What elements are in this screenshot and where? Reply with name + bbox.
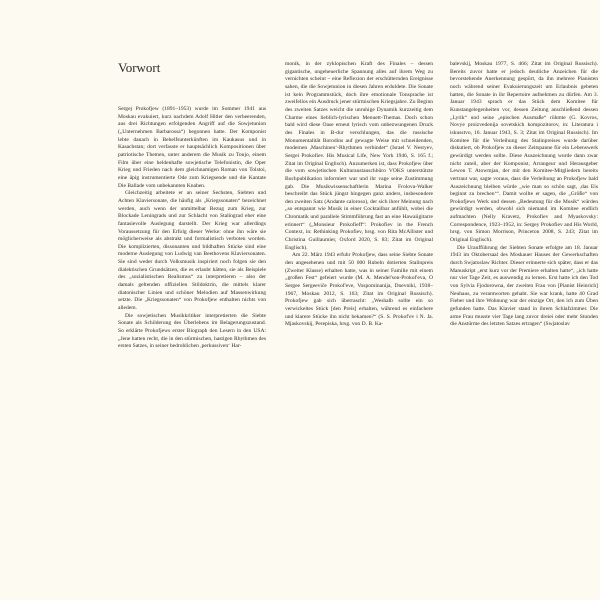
page-title: Vorwort: [118, 60, 161, 75]
paragraph: balevskij, Moskau 1977, S. 466; Zitat im Original Russisch). Bereits zuvor hatte er jedoch deutliche Anzeichen für die bevorstehende Anerkennung gespürt, da ihn mehrere Pianisten noch während seiner Evakuierungszeit um Erlaubnis gebeten hatten, die Sonate in ihr Repertoire aufnehmen zu dürfen. Am 3. Januar 1943 sprach er das Stück dem Komitee für Kunstangelegenheiten vor, dessen Zeitung anschließend dessen „Lyrik“ und seine „epischen Ausmaße“ rühmte (G. Kovros, Novye proizvedenija sovetskich kompozitorov, in: Literatura i iskusstvo, 16. Januar 1943, S. 3; Zitat im Original Russisch). Im Komitee für die Verleihung des Stalinpreises wurde darüber diskutiert, ob Prokofjew zu dieser Zeitspanne für ein Lebenswerk gewürdigt werden sollte. Diese Auszeichnung wurde dann zwar nicht zuteil, aber der Komponist, Arrangeur und Herausgeber Lewon T. Atowmjan, der mit den Komitee-Mitgliedern bereits vertraut war, sagte voraus, dass die Verleihung an Prokofjew bald Auszeichnung bleiben würde „wie man so schön sagt, ,das Eis beginnt zu brechen‘“. Damit wollte er sagen, die „Größe“ von Prokofjews Werk und dessen „Bedeutung für die Musik“ würden gewürdigt werden, obwohl sich niemand im Komitee endlich aufmachten (Nelly Kravetz, Prokofiev and Myaskovsky: Correspondence, 1923–1952, in: Sergey Prokofiev and His World, hrsg. von Simon Morrison, Princeton 2008, S. 243; Zitat im Original Englisch).: [450, 61, 598, 244]
paragraph: Am 22. März 1943 erfuhr Prokofjew, dass seine Siebte Sonate den angesehenen und mit 50 000 Rubeln dotierten Stalinpreis (Zweiter Klasse) erhalten hatte, was in seiner Familie mit einem „großen Fest“ gefeiert wurde (M. A. Mendel'son-Prokof'eva, O Sergee Sergeeviče Prokof'eve, Vospominanija, Dnevniki, 1938–1967, Moskau 2012, S. 163; Zitat im Original Russisch). Prokofjew gab sich überrascht: „Weshalb sollte ein so verwickeltes Stück [den Preis] erhalten, während es einfachere und klarere Stücke ihn nicht bekamen?“ (S. S. Prokof'ev i N. Ja. Mjaskovskij, Perepiska, hrsg. von D. B. Ka-: [285, 252, 433, 328]
paragraph: Gleichzeitig arbeitete er an seiner Sechsten, Siebten und Achten Klaviersonate, die häufig als „Kriegssonaten“ bezeichnet werden, auch wenn der unmittelbar Bezug zum Krieg, zur Blockade Leningrads und zur Schlacht von Stalingrad eher eine fantasievolle Auslegung darstellt. Der Krieg war allerdings Voraussetzung für den Erfolg dieser Werke: ohne ihn wäre sie möglicherweise als abstrakt und formalistisch verboten worden. Die komplizierten, dissonanten und bildhaften Stücke sind eine moderne Auslegung von Ludwig van Beethovens Klaviersonaten. Sie sind weder durch Volksmusik inspiriert noch folgen sie den dialektischen Grundsätzen, die es erlaubt hätten, sie als Beispiele des „sozialistischen Realismus“ zu interpretieren – also der damals geltenden offiziellen Stildoktrin, die mittels klarer diatonischer Linien und schöner Melodien auf Massenwirkung setzte. Die „Kriegssonaten“ von Prokofjew enthalten nichts von alledem.: [118, 190, 266, 312]
text-column-3: [450, 61, 598, 329]
paragraph: Die sowjetischen Musikkritiker interpretierten die Siebte Sonate als Schilderung des Überlebens im Belagerungszustand. So erklärte Prokofjews erster Biograph den Lesern in den USA: „Jene hatten recht, die in den stürmischen, hastigen Rhythmen des ersten Satzes, in seiner bedrohlichen ,perkussiven‘ Har-: [118, 312, 266, 350]
text-column-2: [285, 61, 433, 329]
text-column-1: [118, 106, 266, 351]
paragraph: Sergej Prokofjew (1891–1953) wurde im Sommer 1941 aus Moskau evakuiert, kurz nachdem Adolf Hitler den verheerenden, aus drei Richtungen erfolgenden Angriff auf die Sowjetunion („Unternehmen Barbarossa“) begonnen hatte. Der Komponist lebte danach in Behelfsunterkünften im Kaukasus und in Kasachstan; dort verfasste er hauptsächlich Kompositionen über patriotische Themen, unter anderem die Musik zu Tonjo, einem Film über eine heldenhafte sowjetische Telefonistin, die Oper Krieg und Frieden nach dem gleichnamigen Roman von Tolstoi, eine äpig instrumentierte Ode zum Kriegsende und die Kantate Die Ballade vom unbekannten Knaben.: [118, 106, 266, 189]
paragraph: monik, in der zyklopischen Kraft des Finales – dessen gigantische, ungeheuerliche Spannung alles auf ihrem Weg zu vernichten scheint – eine Reflexion der erschütternden Ereignisse sahen, die die Sowjetunion in diesen Jahren erduldete. Die Sonate ist kein Programmstück, doch ihre emotionale Tonsprache ist zweifellos ein Ausdruck jener stürmischen Kriegsjahre. Zu Beginn des zweiten Satzes weicht die unruhige Dynamik kurzzeitig dem Charme eines lieblich-lyrischen Menuett-Themas. Doch schon bald wird diese Oase erneut lyrisch vom unbezwungenen Druck des Finales in B-dur verschlungen, das die russische Monumentalität Borodins auf gewagte Weise mit schneidenden, modernen ,Maschinen‘-Rhythmen verbindet“ (Israel V. Nestyev, Sergei Prokofiev. His Musical Life, New York 1946, S. 165 f.; Zitat im Original Englisch). Anzumerken ist, dass Prokofjew über die vom sowjetischen Kulturaustauschbüro VOKS unterstützte Buchpublikation informiert war und ihr vage seine Zustimmung gab. Die Musikwissenschaftlerin Marina Frolova-Walker beschreibt das Stück jüngst hingegen ganz anders, insbesondere den zweiten Satz (Andante caloroso), der sich ihrer Meinung nach „so entspannt wie Musik in einer Cocktailbar anfühlt, wobei die Chromatik und parallele Stimmführung fast an eine Hawaiigitarre erinnert“ („Monsieur Prokofieff“: Prokofiev in the French Context, in: Rethinking Prokofiev, hrsg. von Rita McAllister und Christina Guillaumier, Oxford 2020, S. 83; Zitat im Original Englisch).: [285, 61, 433, 251]
paragraph: Die Uraufführung der Siebten Sonate erfolgte am 18. Januar 1943 im Oktobersaal des Moskauer Hauses der Gewerkschaften durch Swjatoslaw Richter. Dieser erinnerte sich später, dass er das Manuskript „erst kurz vor der Premiere erhalten hatte“, „ich hatte nur vier Tage Zeit, es auswendig zu lernen. Erst hatte ich den Tod von Sylvia Fjodorowna, der zweiten Frau von [Pianist Heinrich] Neuhaus, zu verantworten gehabt. Sie war krank, hatte 40 Grad Fieber und ihre Wohnung war der einzige Ort, den ich zum Üben gefunden hatte. Das Klavier stand in ihrem Schlafzimmer. Die arme Frau musste vier Tage lang zuvor dreiei oder mehr Stunden die Anstürme des letzten Satzes ertragen“ (Swjatoslav: [450, 244, 598, 328]
